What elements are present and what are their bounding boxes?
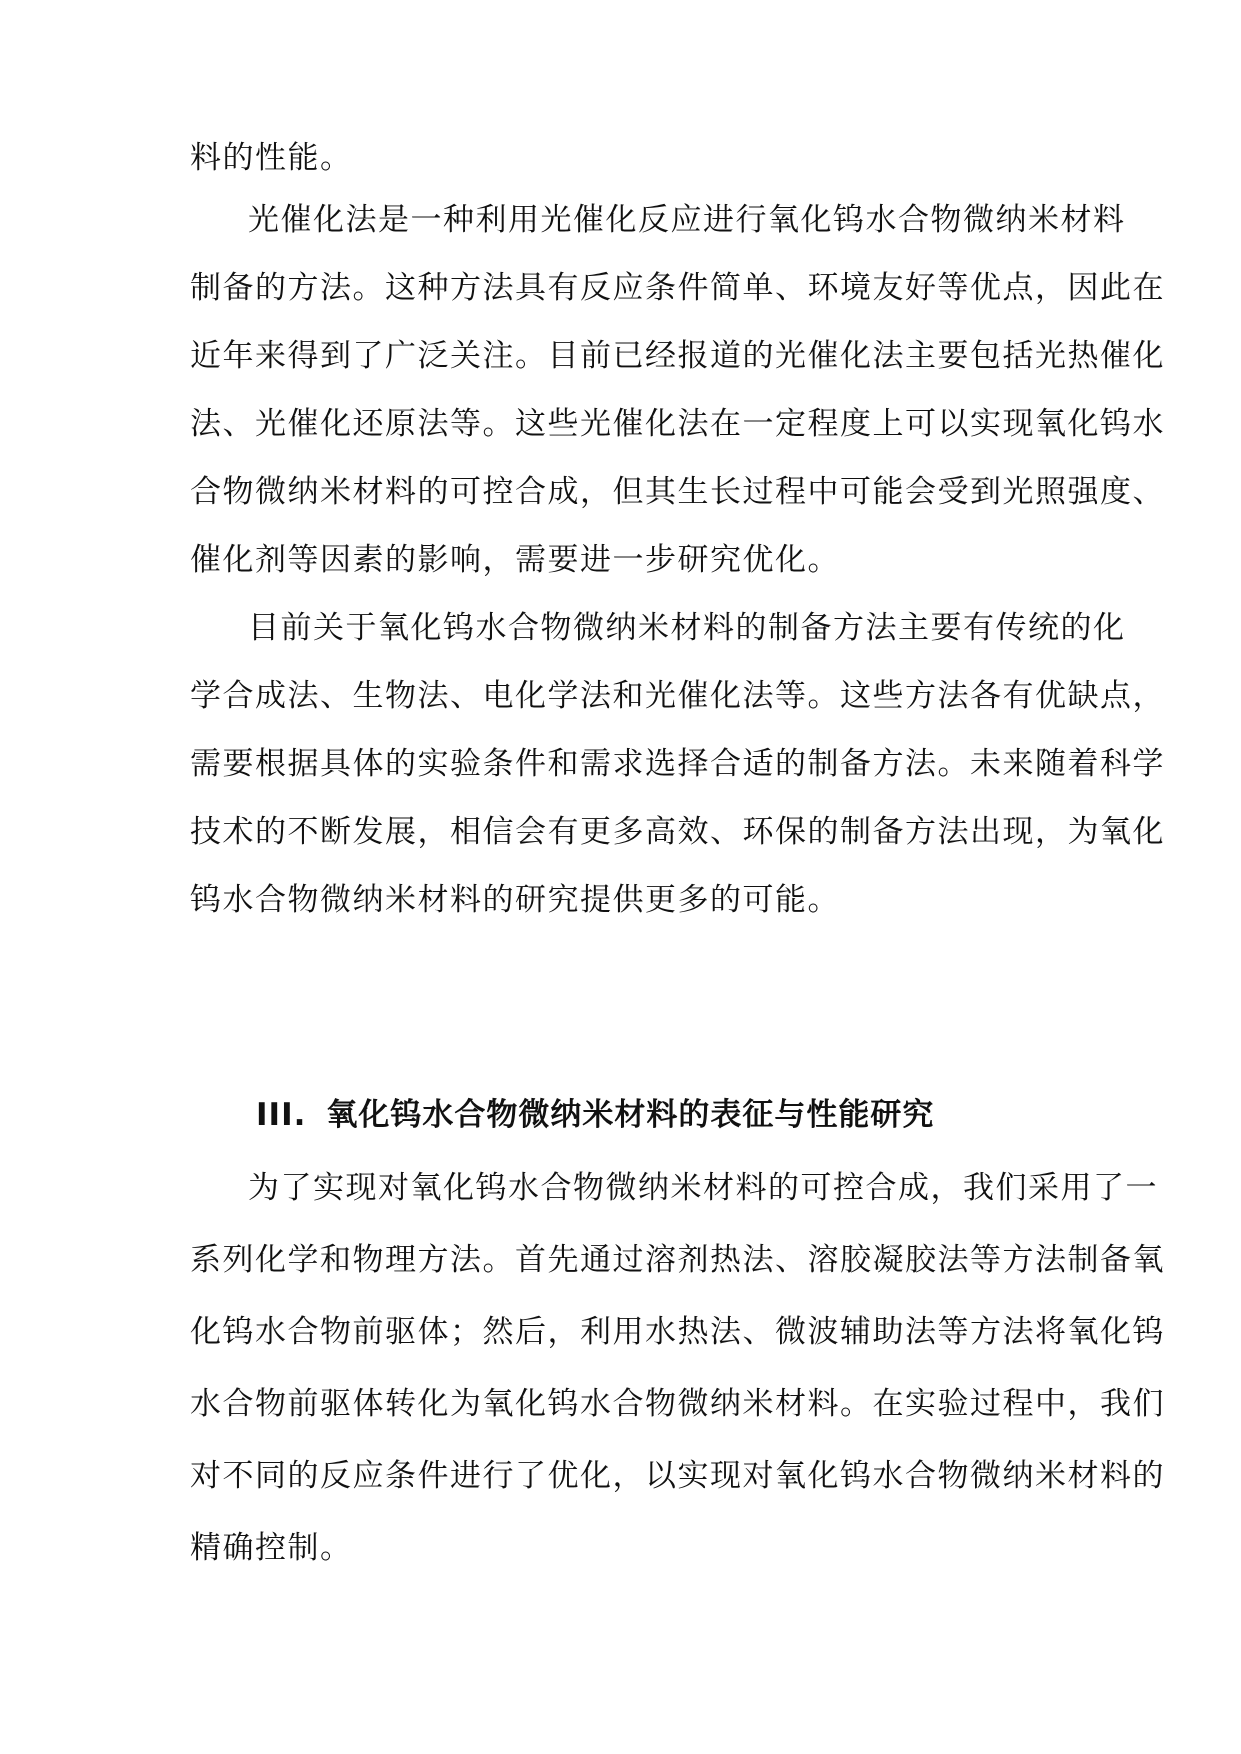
- paragraph-line: 学合成法、生物法、电化学法和光催化法等。这些方法各有优缺点，: [190, 678, 1165, 714]
- paragraph-line: 精确控制。: [190, 1530, 353, 1566]
- paragraph-line: 料的性能。: [190, 140, 353, 176]
- paragraph-line: 化钨水合物前驱体；然后，利用水热法、微波辅助法等方法将氧化钨: [190, 1314, 1165, 1350]
- paragraph-line: 对不同的反应条件进行了优化，以实现对氧化钨水合物微纳米材料的: [190, 1458, 1165, 1494]
- paragraph-line: 技术的不断发展，相信会有更多高效、环保的制备方法出现，为氧化: [190, 814, 1165, 850]
- paragraph-line: 水合物前驱体转化为氧化钨水合物微纳米材料。在实验过程中，我们: [190, 1386, 1165, 1422]
- paragraph-line: 钨水合物微纳米材料的研究提供更多的可能。: [190, 882, 840, 918]
- paragraph-line: 近年来得到了广泛关注。目前已经报道的光催化法主要包括光热催化: [190, 338, 1165, 374]
- paragraph-line: 需要根据具体的实验条件和需求选择合适的制备方法。未来随着科学: [190, 746, 1165, 782]
- paragraph-line: 制备的方法。这种方法具有反应条件简单、环境友好等优点，因此在: [190, 270, 1165, 306]
- section-title: 氧化钨水合物微纳米材料的表征与性能研究: [326, 1097, 935, 1133]
- paragraph-line: 合物微纳米材料的可控合成，但其生长过程中可能会受到光照强度、: [190, 474, 1165, 510]
- paragraph-line: 法、光催化还原法等。这些光催化法在一定程度上可以实现氧化钨水: [190, 406, 1165, 442]
- paragraph-line: 目前关于氧化钨水合物微纳米材料的制备方法主要有传统的化: [248, 610, 1126, 646]
- paragraph-line: 光催化法是一种利用光催化反应进行氧化钨水合物微纳米材料: [248, 202, 1126, 238]
- section-heading: [256, 1095, 934, 1135]
- paragraph-line: 催化剂等因素的影响，需要进一步研究优化。: [190, 542, 840, 578]
- paragraph-line: 为了实现对氧化钨水合物微纳米材料的可控合成，我们采用了一: [248, 1170, 1158, 1206]
- section-number: III.: [256, 1097, 307, 1133]
- paragraph-line: 系列化学和物理方法。首先通过溶剂热法、溶胶凝胶法等方法制备氧: [190, 1242, 1165, 1278]
